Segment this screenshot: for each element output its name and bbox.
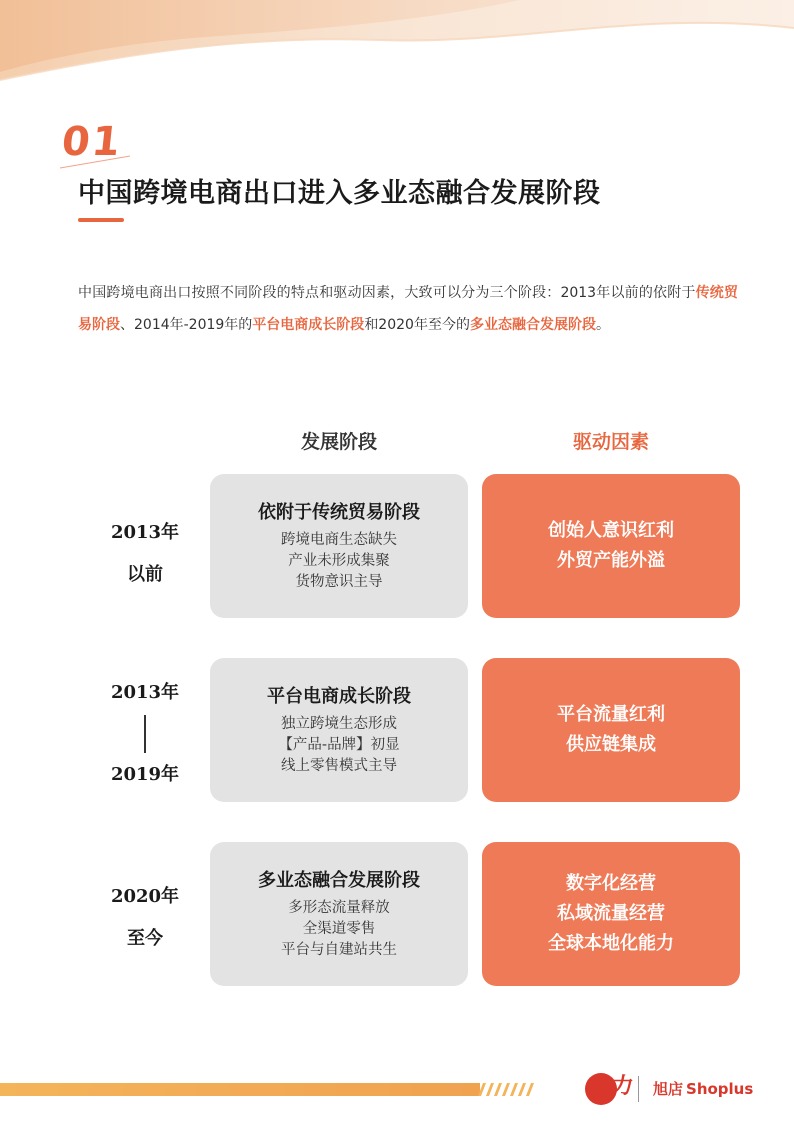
stage-card-3-line-3: 平台与自建站共生 — [281, 941, 397, 958]
intro-text-1: 中国跨境电商出口按照不同阶段的特点和驱动因素，大致可以分为三个阶段：2013年以前的依附于 — [78, 285, 696, 301]
column-header-stage: 发展阶段 — [300, 431, 377, 453]
driver-card-1-line-2: 外贸产能外溢 — [557, 550, 665, 571]
intro-highlight-stage-2: 平台电商成长阶段 — [252, 317, 365, 333]
stage-card-2-line-3: 线上零售模式主导 — [281, 757, 397, 774]
stage-card-2-title: 平台电商成长阶段 — [267, 685, 411, 707]
stage-card-1-line-2: 产业未形成集聚 — [288, 552, 390, 569]
brand-name-cn: 旭店 — [653, 1080, 684, 1098]
stage-card-1 — [210, 474, 468, 618]
row-1-year-end: 以前 — [127, 564, 163, 585]
header-wave-decoration — [0, 0, 794, 110]
driver-card-2-line-2: 供应链集成 — [566, 734, 656, 755]
row-2-year-range-line — [144, 715, 146, 753]
row-1-year-start: 2013年 — [110, 522, 180, 543]
footer-bar — [0, 1083, 480, 1096]
stage-card-1-line-3: 货物意识主导 — [295, 573, 383, 590]
stage-card-1-line-1: 跨境电商生态缺失 — [281, 531, 397, 548]
title-underline — [78, 218, 124, 222]
stage-card-3 — [210, 842, 468, 986]
section-number-accent-line — [60, 155, 130, 169]
driver-card-2 — [482, 658, 740, 802]
intro-highlight-stage-3: 多业态融合发展阶段 — [469, 317, 596, 333]
stage-card-1-title: 依附于传统贸易阶段 — [258, 501, 420, 523]
row-2-year-end: 2019年 — [110, 764, 180, 785]
driver-card-1 — [482, 474, 740, 618]
intro-paragraph — [78, 277, 738, 341]
stage-card-2-line-2: 【产品-品牌】初显 — [278, 736, 400, 753]
driver-card-3 — [482, 842, 740, 986]
intro-text-3: 和2020年至今的 — [364, 317, 470, 333]
driver-card-2-line-1: 平台流量红利 — [557, 704, 665, 725]
intro-text-4: 。 — [595, 317, 610, 333]
logo-mark: 力 — [608, 1074, 636, 1099]
row-3-year-end: 至今 — [127, 928, 163, 949]
brand-name-en: Shoplus — [686, 1080, 754, 1098]
driver-card-3-line-3: 全球本地化能力 — [548, 933, 674, 954]
driver-card-3-line-2: 私域流量经营 — [557, 903, 665, 924]
logo-divider — [638, 1076, 639, 1102]
stage-card-2-line-1: 独立跨境生态形成 — [281, 715, 397, 732]
brand-logo — [653, 1075, 753, 1103]
row-3-year-start: 2020年 — [110, 886, 180, 907]
footer-stripes-decoration — [478, 1083, 548, 1096]
section-number: 01 — [59, 119, 125, 165]
stage-card-3-line-1: 多形态流量释放 — [288, 899, 390, 916]
stage-card-2 — [210, 658, 468, 802]
intro-highlight-stage-1: 传统贸易阶段 — [78, 285, 738, 333]
driver-card-3-line-1: 数字化经营 — [566, 873, 656, 894]
intro-text-2: 、2014年-2019年的 — [120, 317, 253, 333]
driver-card-1-line-1: 创始人意识红利 — [548, 520, 674, 541]
page-title: 中国跨境电商出口进入多业态融合发展阶段 — [78, 178, 601, 209]
stage-card-3-line-2: 全渠道零售 — [302, 920, 376, 937]
stage-card-3-title: 多业态融合发展阶段 — [258, 869, 420, 891]
column-header-driver: 驱动因素 — [572, 431, 649, 453]
row-2-year-start: 2013年 — [110, 682, 180, 703]
